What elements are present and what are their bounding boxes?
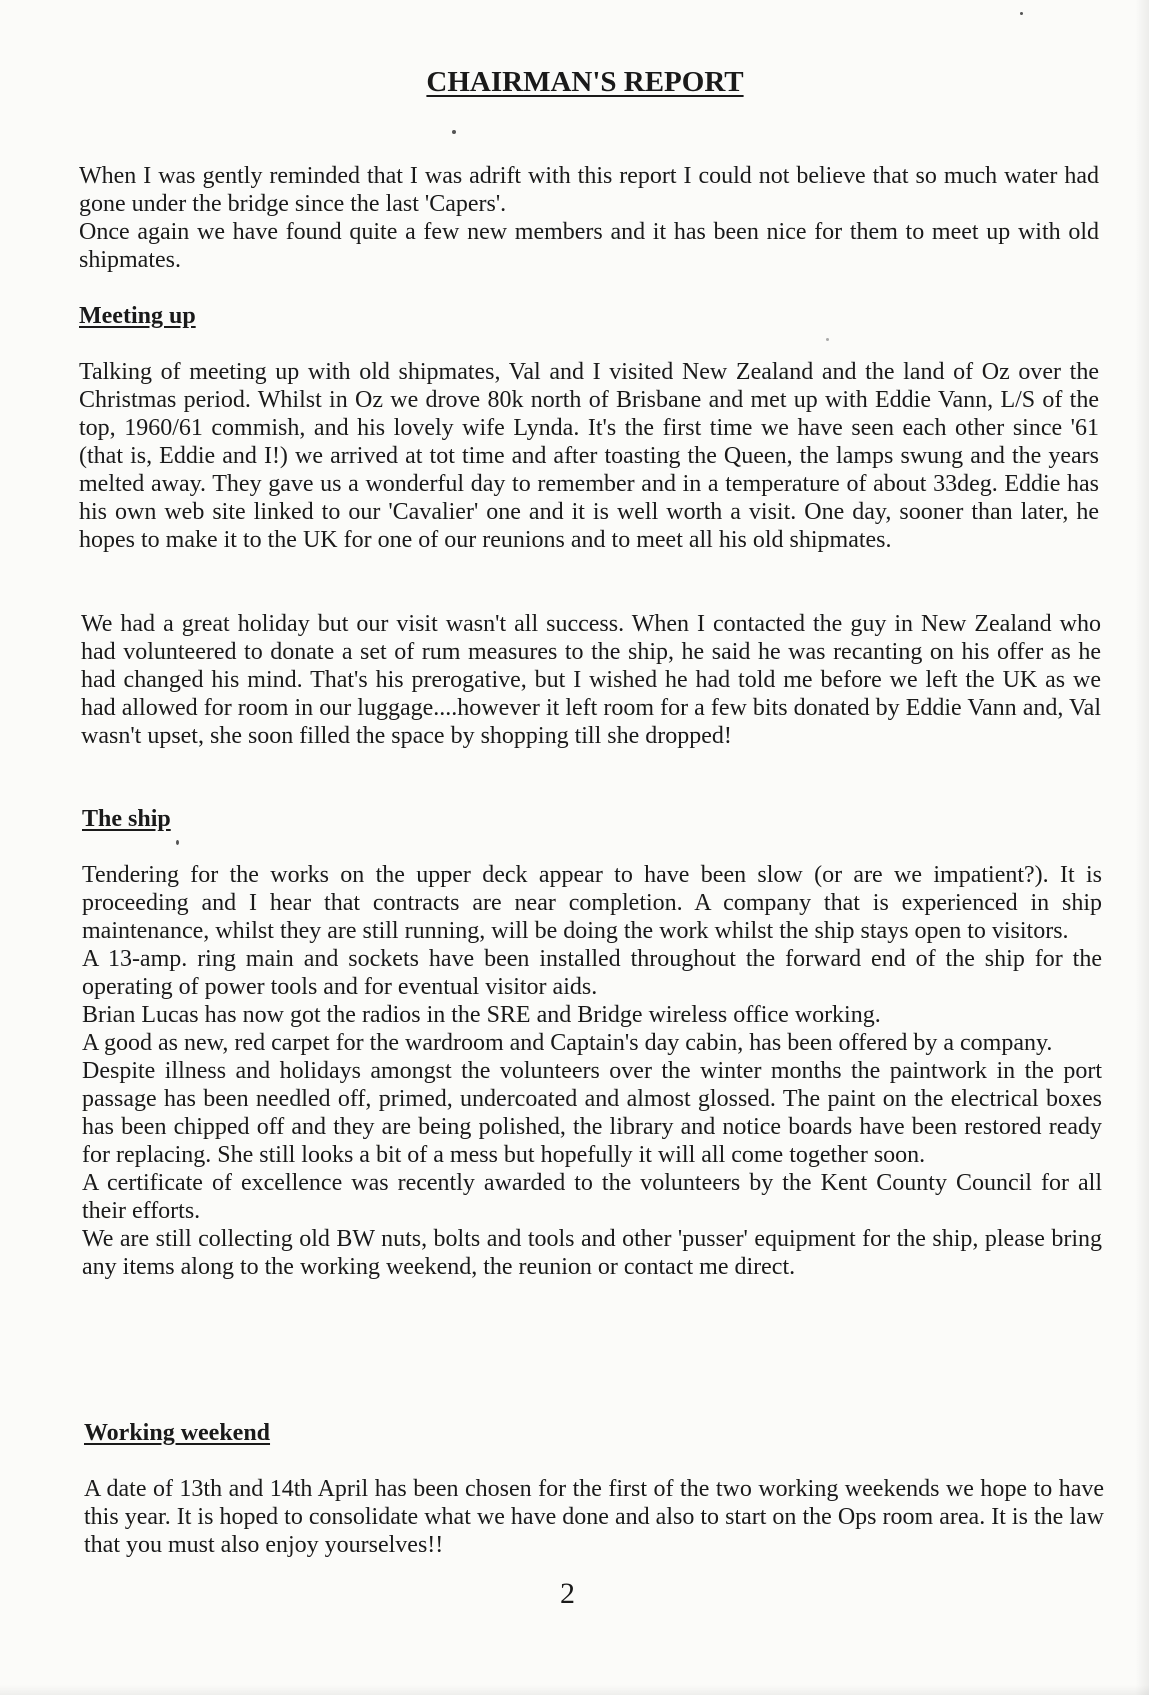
the-ship-line: Tendering for the works on the upper deck appear to have been slow (or are we impatient?). It is proceeding and I hear that contracts are near completion. A company that is experienced in ship maintenance, whilst they are still running, will be doing the work whilst the ship stays open to visitors. [82, 862, 1102, 944]
the-ship-line: A certificate of excellence was recently awarded to the volunteers by the Kent County Council for all their efforts. [82, 1170, 1102, 1224]
the-ship-line: Despite illness and holidays amongst the volunteers over the winter months the paintwork in the port passage has been needled off, primed, undercoated and almost glossed. The paint on the electrical boxes has been chipped off and they are being polished, the library and notice boards have been restored ready for replacing. She still looks a bit of a mess but hopefully it will all come together soon. [82, 1058, 1102, 1168]
the-ship-text [82, 861, 1102, 1281]
the-ship-line: We are still collecting old BW nuts, bolts and tools and other 'pusser' equipment for the ship, please bring any items along to the working weekend, the reunion or contact me direct. [82, 1226, 1102, 1280]
the-ship-line: Brian Lucas has now got the radios in the SRE and Bridge wireless office working. [82, 1002, 881, 1028]
intro-line: Once again we have found quite a few new members and it has been nice for them to meet up with old shipmates. [79, 219, 1099, 273]
meeting-up-paragraph: We had a great holiday but our visit wasn't all success. When I contacted the guy in New Zealand who had volunteered to donate a set of rum measures to the ship, he said he was recanting on his offer as he had changed his mind. That's his prerogative, but I wished he had told me before we left the UK as we had allowed for room in our luggage....however it left room for a few bits donated by Eddie Vann and, Val wasn't upset, she soon filled the space by shopping till she dropped! [81, 611, 1101, 749]
page-title: CHAIRMAN'S REPORT [426, 66, 744, 98]
section-heading-meeting-up: Meeting up [79, 303, 196, 329]
the-ship-line: A good as new, red carpet for the wardroom and Captain's day cabin, has been offered by a company. [82, 1030, 1053, 1056]
scan-speck [452, 130, 456, 134]
scan-speck [1020, 12, 1023, 15]
the-ship-line: A 13-amp. ring main and sockets have been installed throughout the forward end of the ship for the operating of power tools and for eventual visitor aids. [82, 946, 1102, 1000]
intro-line: When I was gently reminded that I was adrift with this report I could not believe that so much water had gone under the bridge since the last 'Capers'. [79, 163, 1099, 217]
section-heading-the-ship: The ship [82, 806, 171, 832]
scan-speck [176, 840, 179, 845]
scan-speck [826, 338, 829, 341]
working-weekend-paragraph: A date of 13th and 14th April has been chosen for the first of the two working weekends we hope to have this year. It is hoped to consolidate what we have done and also to start on the Ops room area. It is the law that you must also enjoy yourselves!! [84, 1476, 1104, 1558]
section-heading-working-weekend: Working weekend [84, 1420, 271, 1446]
page-bottom-edge [0, 1685, 1149, 1695]
page-edge-shadow [1135, 0, 1149, 1695]
meeting-up-paragraph: Talking of meeting up with old shipmates, Val and I visited New Zealand and the land of Oz over the Christmas period. Whilst in Oz we drove 80k north of Brisbane and met up with Eddie Vann, L/S of the top, 1960/61 commish, and his lovely wife Lynda. It's the first time we have seen each other since '61 (that is, Eddie and I!) we arrived at tot time and after toasting the Queen, the lamps swung and the years melted away. They gave us a wonderful day to remember and in a temperature of about 33deg. Eddie has his own web site linked to our 'Cavalier' one and it is well worth a visit. One day, sooner than later, he hopes to make it to the UK for one of our reunions and to meet all his old shipmates. [79, 359, 1099, 553]
intro-text [79, 162, 1099, 274]
page-number: 2 [560, 1577, 575, 1610]
